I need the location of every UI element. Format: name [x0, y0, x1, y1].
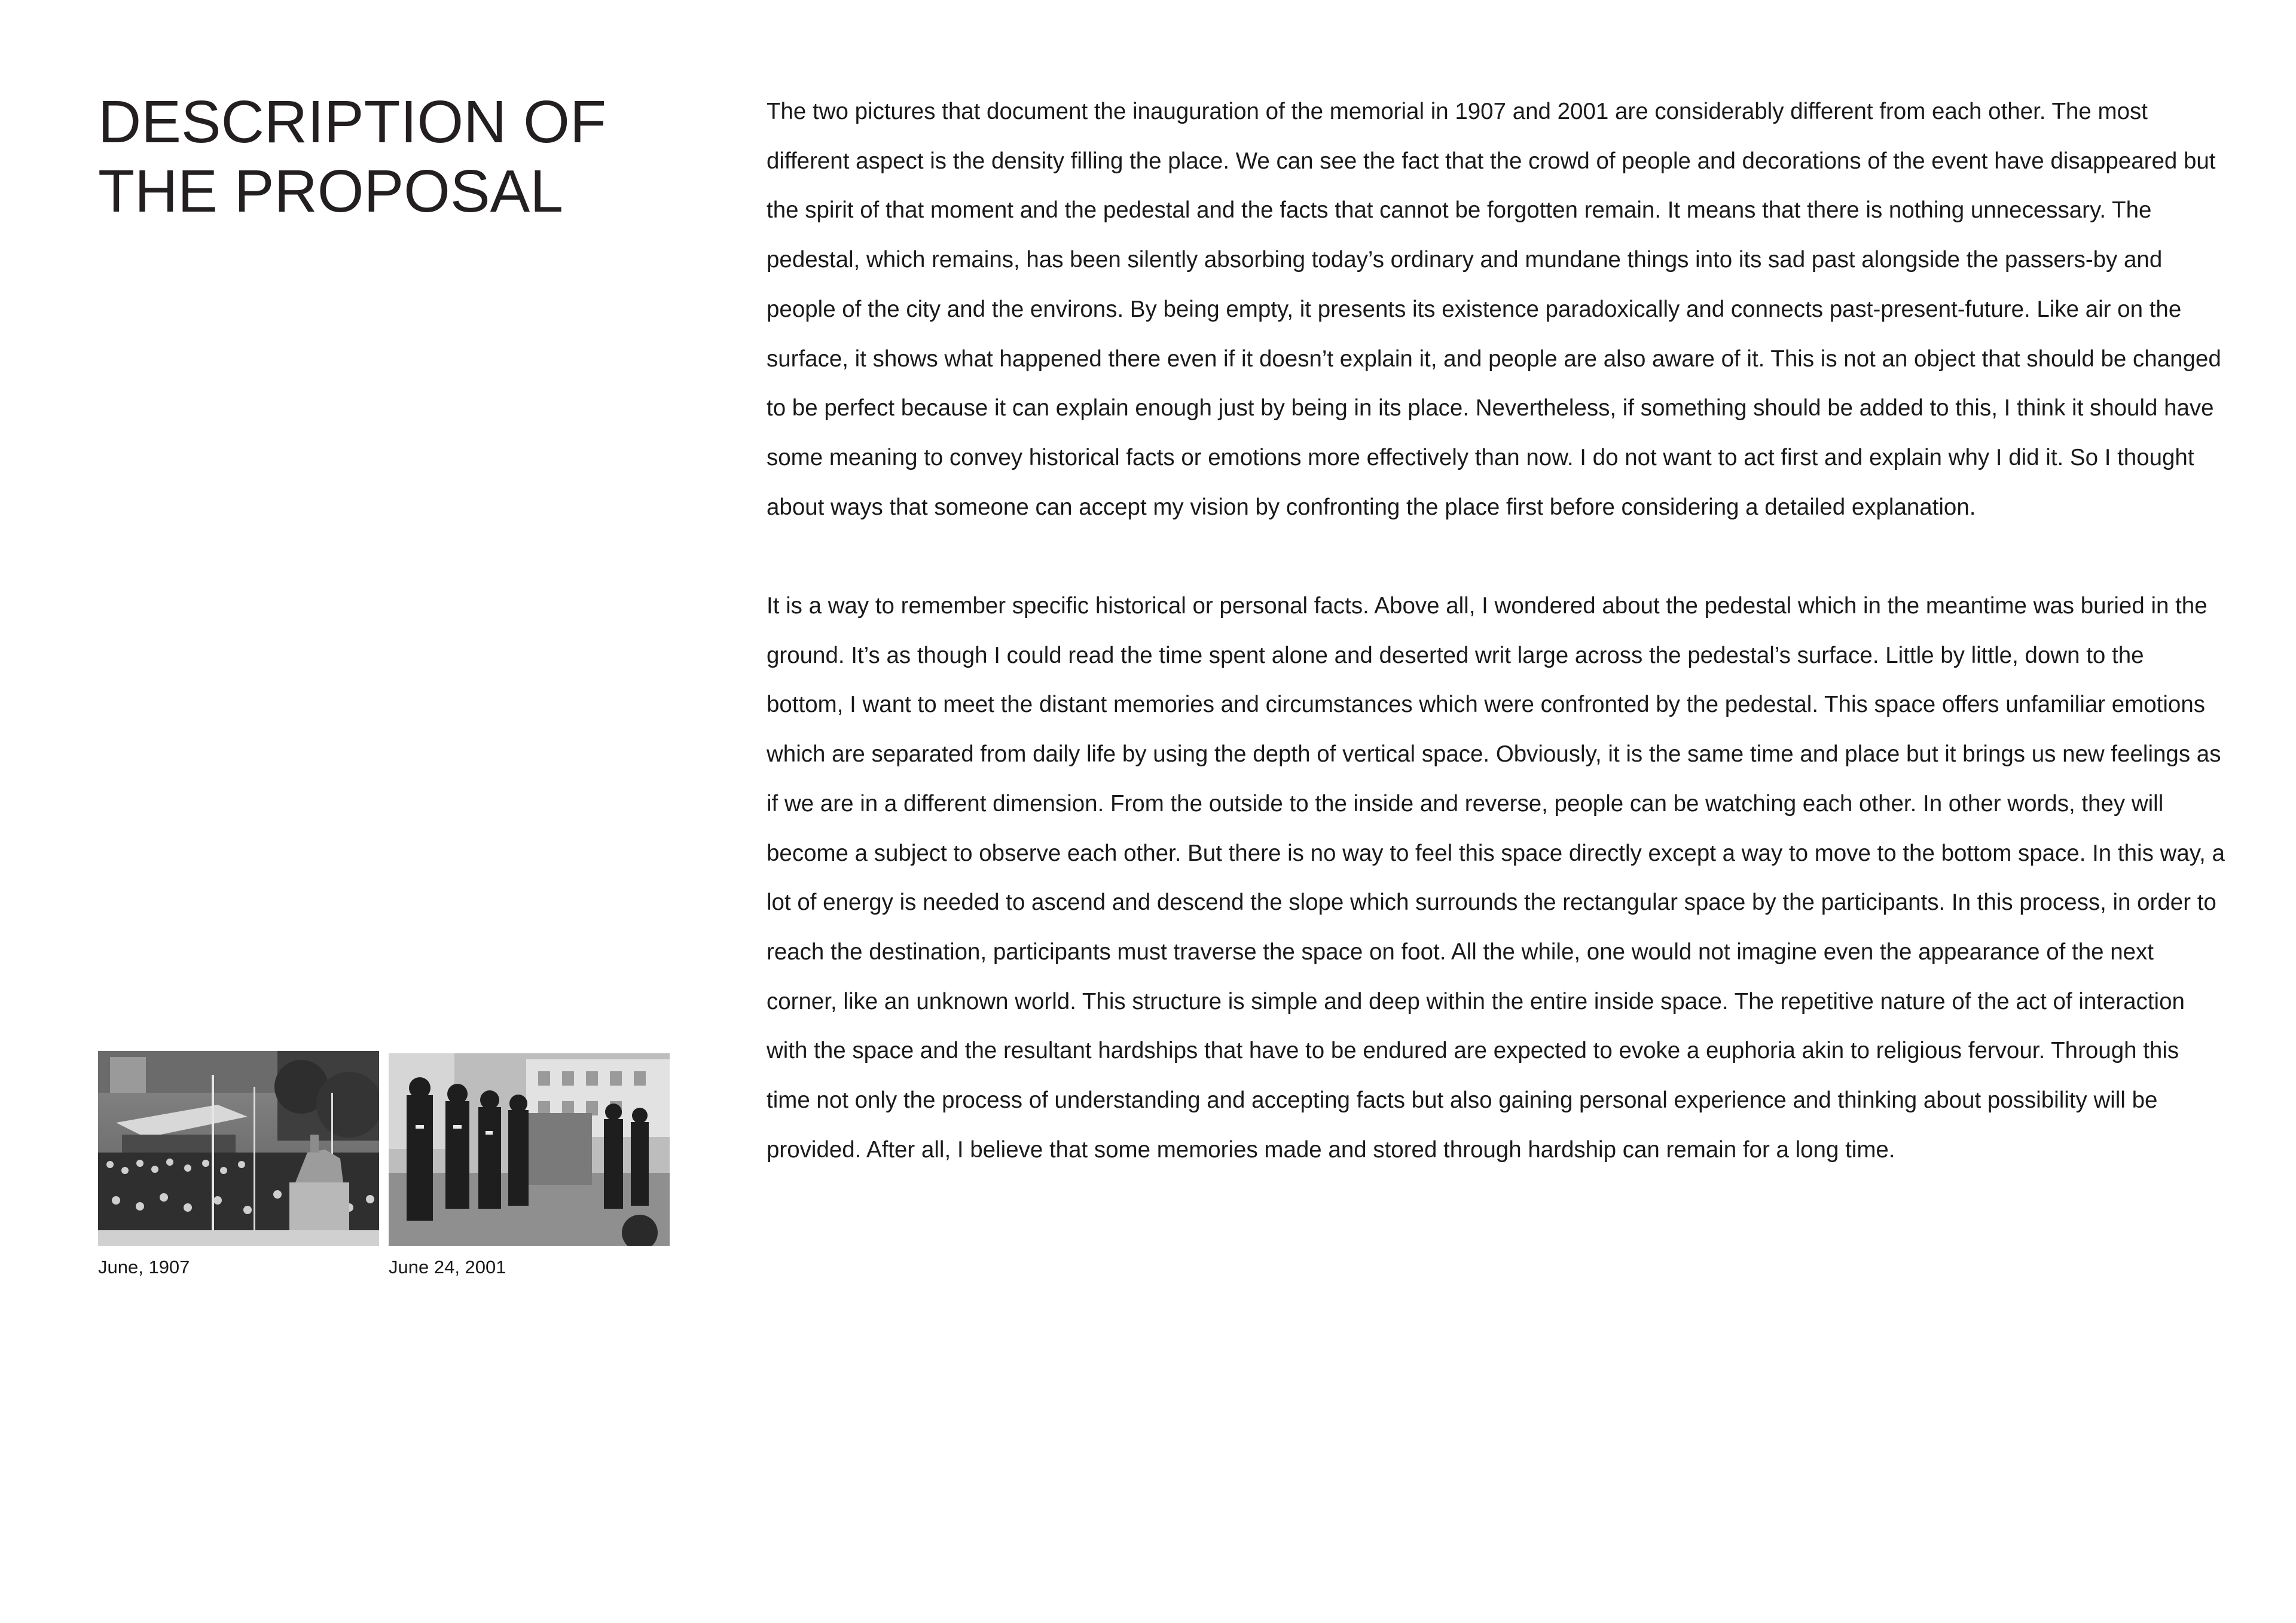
title-line-1: DESCRIPTION OF — [98, 88, 607, 155]
photo-caption-1907: June, 1907 — [98, 1257, 190, 1277]
title-line-2: THE PROPOSAL — [98, 158, 563, 225]
photo-caption-2001: June 24, 2001 — [389, 1257, 506, 1277]
page-title — [98, 87, 696, 226]
description-text — [767, 87, 2225, 1175]
photo-1907 — [98, 1051, 379, 1246]
photo-2001 — [389, 1053, 670, 1246]
paragraph-2: It is a way to remember specific historical or personal facts. Above all, I wondered about the pedestal which in the meantime was buried in the ground. It’s as though I could read the time spent alone and deserted writ large across the pedestal’s surface. Little by little, down to the bottom, I want to meet the distant memories and circumstances which were confronted by the pedestal. This space offers unfamiliar emotions which are separated from daily life by using the depth of vertical space. Obviously, it is the same time and place but it brings us new feelings as if we are in a different dimension. From the outside to the inside and reverse, people can be watching each other. In other words, they will become a subject to observe each other. But there is no way to feel this space directly except a way to move to the bottom space. In this way, a lot of energy is needed to ascend and descend the slope which surrounds the rectangular space by the participants. In this process, in order to reach the destination, participants must traverse the space on foot. All the while, one would not imagine even the appearance of the next corner, like an unknown world. This structure is simple and deep within the entire inside space. The repetitive nature of the act of interaction with the space and the resultant hardships that have to be endured are expected to evoke a euphoria akin to religious fervour. Through this time not only the process of understanding and accepting facts but also gaining personal experience and thinking about possibility will be provided. After all, I believe that some memories made and stored through hardship can remain for a long time. — [767, 593, 2225, 1163]
paragraph-1: The two pictures that document the inauguration of the memorial in 1907 and 2001 are considerably different from each other. The most different aspect is the density filling the place. We can see the fact that the crowd of people and decorations of the event have disappeared but the spirit of that moment and the pedestal and the facts that cannot be forgotten remain. It means that there is nothing unnecessary. The pedestal, which remains, has been silently absorbing today’s ordinary and mundane things into its sad past alongside the passers-by and people of the city and the environs. By being empty, it presents its existence paradoxically and connects past-present-future. Like air on the surface, it shows what happened there even if it doesn’t explain it, and people are also aware of it. This is not an object that should be changed to be perfect because it can explain enough just by being in its place. Nevertheless, if something should be added to this, I think it should have some meaning to convey historical facts or emotions more effectively than now. I do not want to act first and explain why I did it. So I thought about ways that someone can accept my vision by confronting the place first before considering a detailed explanation. — [767, 99, 2221, 520]
